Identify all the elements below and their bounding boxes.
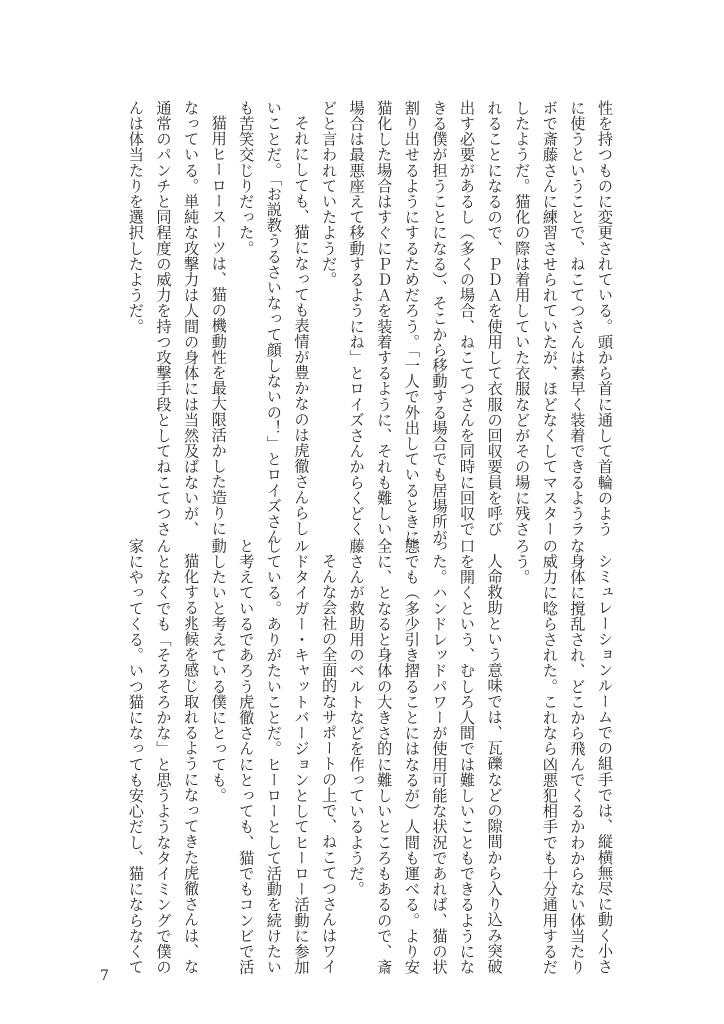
text-line: それにしても、猫になっても表情が豊かなのは虎徹さんらし	[292, 115, 311, 537]
text-line: 性を持つものに変更されている。頭から首に通して首輪のよう	[596, 100, 614, 537]
text-line: ルドタイガー・キャットバージョンとしてヒーロー活動に参加	[292, 538, 311, 975]
text-line: 家にやってくる。いつ猫になっても安心だし、猫にならなくて	[126, 538, 145, 975]
text-line: 全に、となると身体の大きさ的に難しいところもあるので、斎	[375, 538, 394, 975]
text-line: なっている。単純な攻撃力は人間の身体には当然及ばないが、	[182, 100, 201, 537]
text-line: ろう。	[513, 538, 532, 585]
text-line: 動したいと考えている僕にとっても。	[209, 538, 228, 804]
text-line: 場合は最悪座えて移動するようにね」とロイズさんからくどく	[347, 100, 366, 537]
text-line: 態でも（多少引き摺ることにはなるが）人間も運べる。より安	[402, 538, 421, 975]
text-line: った。ハンドレッドパワーが使用可能な状況であれば、猫の状	[430, 538, 449, 975]
text-line: したようだ。猫化の際は着用していた衣服などがその場に残さ	[513, 100, 532, 537]
text-line: な身体に撹乱され、どこから飛んでくるかわからない体当たり	[568, 538, 587, 975]
text-line: の威力に唸らされた。これなら凶悪犯相手でも十分通用するだ	[540, 538, 559, 975]
page-number: 7	[100, 968, 109, 984]
text-line: も苦笑交じりだった。	[237, 100, 256, 256]
text-line: 通常のパンチと同程度の威力を持つ攻撃手段としてねこてつさ	[154, 100, 173, 537]
text-line: シミュレーションルームでの組手では、縦横無尽に動く小さ	[596, 553, 614, 975]
text-line: 出す必要があるし（多くの場合、ねこてつさんを同時に回収で	[458, 100, 477, 537]
text-line: んは体当たりを選択したようだ。	[126, 100, 145, 334]
text-line: きる僕が担うことになる）、そこから移動する場合でも居場所が	[430, 100, 449, 545]
text-line: に使うということで、ねこてつさんは素早く装着できるようラ	[568, 100, 587, 537]
text-line: れることになるので、ＰＤＡを使用して衣服の回収要員を呼び	[485, 100, 504, 537]
text-block-bottom	[126, 538, 618, 975]
text-line: 猫用ヒーロースーツは、猫の機動性を最大限活かした造りに	[209, 115, 228, 537]
text-line: ボで斎藤さんに練習させられていたが、ほどなくしてマスター	[540, 100, 559, 537]
text-line: 口を開くという、むしろ人間では難しいこともできるようにな	[458, 538, 477, 975]
text-line: そんな会社の全面的なサポートの上で、ねこてつさんはワイ	[320, 553, 339, 975]
text-line: 猫化した場合はすぐにＰＤＡを装着するように、それも難しい	[375, 100, 394, 537]
text-line: どと言われていたようだ。	[320, 100, 339, 288]
text-line: 藤さんが救助用のベルトなどを作っているようだ。	[347, 538, 366, 897]
text-line: 猫化する兆候を感じ取れるようになってきた虎徹さんは、な	[182, 553, 201, 975]
text-line: 割り出せるようにするためだろう。「一人で外出しているときに	[402, 100, 421, 545]
text-line: いことだ。「お説教うるさいなって顔しないの！」とロイズさん	[264, 100, 283, 545]
text-block-top	[126, 100, 618, 545]
text-line: している。ありがたいことだ。ヒーローとして活動を続けたい	[264, 538, 283, 975]
text-line: と考えているであろう虎徹さんにとっても、猫でもコンビで活	[237, 538, 256, 975]
text-line: 人命救助という意味では、瓦礫などの隙間から入り込み突破	[485, 553, 504, 975]
text-line: んとなくでも「そろそろかな」と思うようなタイミングで僕の	[154, 538, 173, 975]
